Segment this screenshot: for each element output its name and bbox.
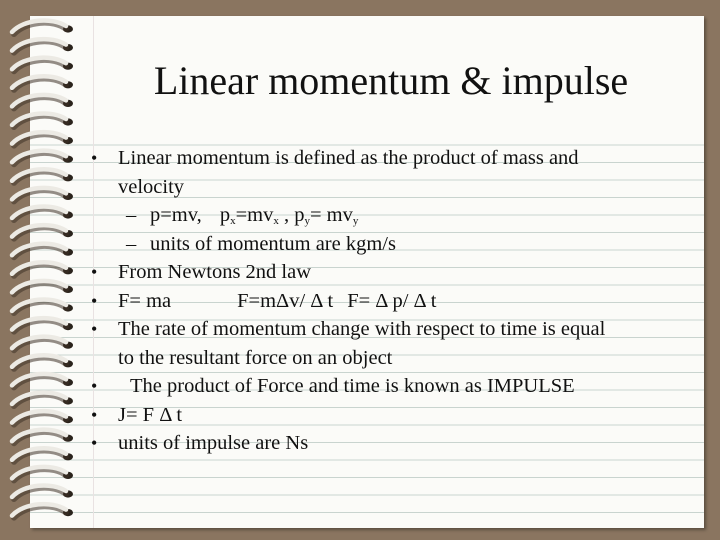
dash-marker: – [126, 204, 137, 226]
item-text: Linear momentum is defined as the product of mass and [118, 147, 579, 169]
list-item-rate-of-change [86, 315, 706, 372]
spiral-binding-ring-icon [12, 225, 73, 239]
formula-j: J= F Δ t [118, 403, 183, 426]
spiral-binding-ring-icon [12, 188, 73, 202]
formula-f-ma: F= ma [118, 289, 172, 312]
spiral-binding-ring-icon [12, 448, 73, 462]
spiral-binding-ring-icon [12, 467, 73, 481]
spiral-binding-ring-icon [12, 76, 73, 90]
spiral-binding-ring-icon [12, 504, 73, 518]
dash-marker: – [126, 232, 137, 255]
spiral-binding-ring-icon [12, 95, 73, 109]
item-text: The rate of momentum change with respect to time is equal [118, 318, 606, 340]
formula-p: p=mv, [150, 204, 202, 226]
spiral-binding-ring-icon [12, 281, 73, 295]
spiral-binding-ring-icon [12, 132, 73, 146]
spiral-binding-ring-icon [12, 392, 73, 406]
list-item-impulse-definition [86, 372, 706, 401]
spiral-binding-ring-icon [12, 169, 73, 183]
spiral-binding-ring-icon [12, 355, 73, 369]
formula-f-dp: F= Δ p/ Δ t [347, 289, 437, 312]
item-text: velocity [118, 175, 185, 198]
spiral-binding-ring-icon [12, 151, 73, 165]
item-text: to the resultant force on an object [118, 346, 393, 369]
spiral-binding-ring-icon [12, 485, 73, 499]
list-item-force-equations [86, 287, 706, 316]
list-item-impulse-units [86, 429, 706, 458]
formula-py: $p_y= mv_y$ [294, 204, 359, 227]
spiral-binding-ring-icon [12, 244, 73, 258]
spiral-binding-ring-icon [12, 20, 73, 34]
spiral-binding-ring-icon [12, 113, 73, 127]
slide-title: Linear momentum & impulse [153, 58, 629, 103]
item-text: From Newtons 2nd law [118, 261, 312, 283]
item-text: units of momentum are kgm/s [150, 232, 396, 255]
spiral-binding-ring-icon [12, 206, 73, 220]
spiral-binding-ring-icon [12, 299, 73, 313]
sub-item-momentum-formula: – p=mv, $p_x=mv_x$ , $p_y= mv_y$ [86, 201, 706, 230]
spiral-binding-ring-icon [12, 39, 73, 53]
spiral-binding-ring-icon [12, 411, 73, 425]
list-item-impulse-formula [86, 401, 706, 430]
formula-px: $p_x=mv_x$ [219, 204, 279, 227]
item-text: The product of Force and time is known as IMPULSE [130, 375, 575, 397]
item-text: units of impulse are Ns [118, 432, 309, 454]
spiral-binding-ring-icon [12, 430, 73, 444]
sub-item-momentum-units [86, 230, 706, 259]
formula-f-mdv: F=mΔv/ Δ t [237, 289, 334, 312]
spiral-binding-ring-icon [12, 337, 73, 351]
spiral-binding-ring-icon [12, 374, 73, 388]
spiral-binding-ring-icon [12, 318, 73, 332]
spiral-binding-ring-icon [12, 262, 73, 276]
bullet-list [86, 144, 706, 458]
list-item-newtons-law [86, 258, 706, 287]
list-item-momentum-definition [86, 144, 706, 201]
spiral-binding-ring-icon [12, 58, 73, 72]
